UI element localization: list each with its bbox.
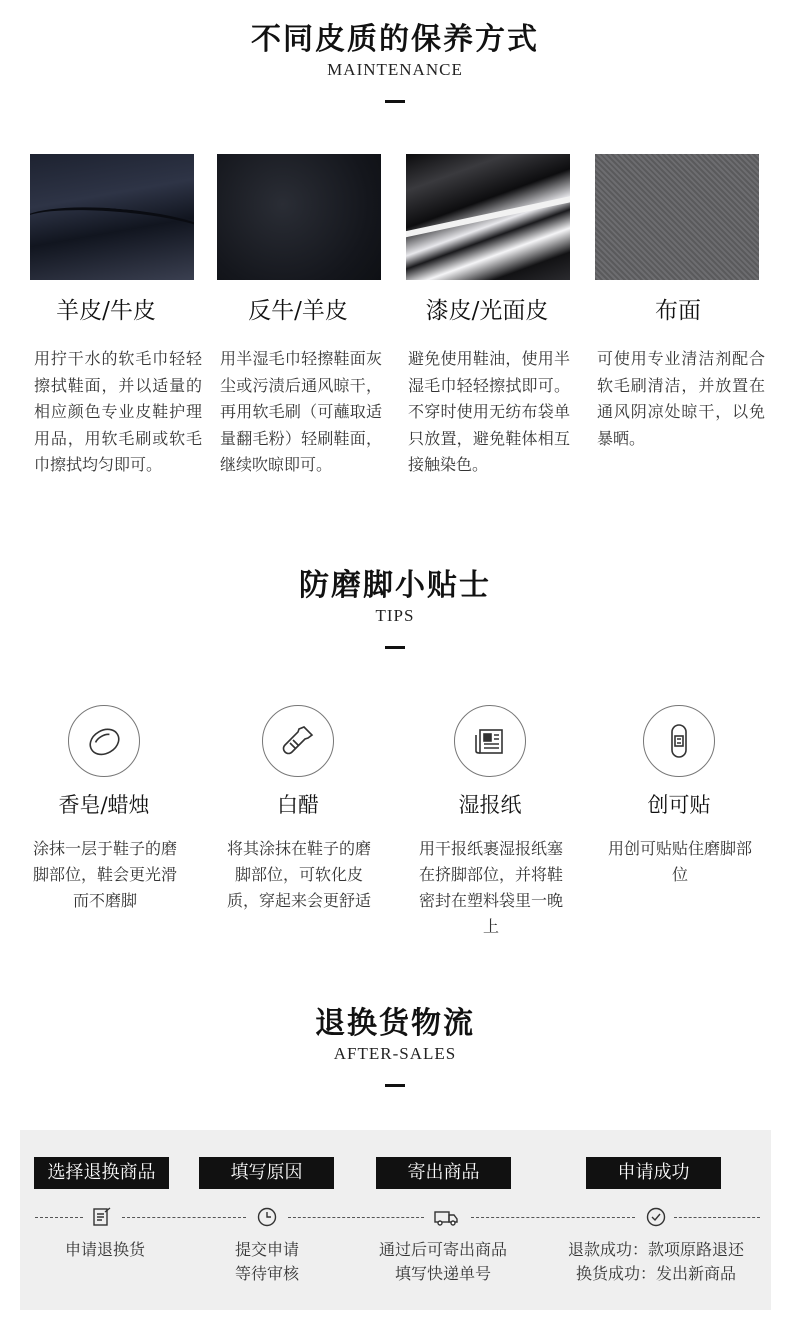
- flow-dash-line: [288, 1217, 424, 1218]
- clock-icon: [256, 1206, 278, 1228]
- tip-title: 香皂/蜡烛: [58, 793, 150, 817]
- step-description-line: 申请退换货: [64, 1240, 145, 1259]
- step-description-line: 换货成功：发出新商品: [575, 1264, 736, 1283]
- step-description-line: 填写快递单号: [394, 1264, 491, 1283]
- tip-title: 白醋: [277, 793, 319, 817]
- material-title: 反牛/羊皮: [248, 298, 348, 324]
- suede-swatch-image: [217, 154, 381, 280]
- tip-text: 用干报纸裹湿报纸塞在挤脚部位，并将鞋密封在塑料袋里一晚上: [418, 839, 563, 936]
- tip-text: 涂抹一层于鞋子的磨脚部位，鞋会更光滑而不磨脚: [32, 839, 177, 910]
- material-care-text: 可使用专业清洁剂配合软毛刷清洁，并放置在通风阴凉处晾干，以免暴晒。: [597, 349, 765, 448]
- step-label: 寄出商品: [376, 1157, 511, 1189]
- after-sales-subtitle: AFTER-SALES: [333, 1044, 457, 1063]
- tips-header: [0, 568, 790, 649]
- material-title: 漆皮/光面皮: [425, 298, 549, 324]
- material-care-text: 避免使用鞋油，使用半湿毛巾轻轻擦拭即可。不穿时使用无纺布袋单只放置，避免鞋体相互接触染色。: [408, 349, 570, 474]
- leather-swatch-image: [30, 154, 194, 280]
- bottle-icon: [262, 705, 334, 777]
- title-divider: [385, 646, 405, 649]
- tip-text: 用创可贴贴住磨脚部位: [607, 839, 752, 884]
- tip-text: 将其涂抹在鞋子的磨脚部位，可软化皮质，穿起来会更舒适: [226, 839, 371, 910]
- maintenance-header: [0, 22, 790, 103]
- tip-title: 湿报纸: [458, 793, 522, 817]
- step-label: 申请成功: [586, 1157, 721, 1189]
- bandage-icon: [643, 705, 715, 777]
- title-divider: [385, 100, 405, 103]
- flow-dash-line: [471, 1217, 635, 1218]
- step-description: [338, 1238, 548, 1286]
- soap-icon: [68, 705, 140, 777]
- material-care-text: 用半湿毛巾轻擦鞋面灰尘或污渍后通风晾干，再用软毛刷（可蘸取适量翻毛粉）轻刷鞋面，继续吹晾即可。: [220, 349, 382, 474]
- maintenance-title: 不同皮质的保养方式: [251, 22, 539, 57]
- step-description: [548, 1238, 764, 1286]
- patent-swatch-image: [406, 154, 570, 280]
- form-icon: [91, 1206, 113, 1228]
- after-sales-title: 退换货物流: [315, 1006, 475, 1041]
- step-label: 选择退换商品: [34, 1157, 169, 1189]
- tips-title: 防磨脚小贴士: [299, 568, 491, 603]
- flow-dash-line: [122, 1217, 246, 1218]
- material-title: 布面: [655, 298, 701, 324]
- truck-icon: [433, 1206, 459, 1228]
- newspaper-icon: [454, 705, 526, 777]
- material-care-text: 用拧干水的软毛巾轻轻擦拭鞋面，并以适量的相应颜色专业皮鞋护理用品，用软毛刷或软毛巾擦拭均匀即可。: [34, 349, 202, 474]
- flow-dash-line: [35, 1217, 83, 1218]
- title-divider: [385, 1084, 405, 1087]
- tips-subtitle: TIPS: [375, 606, 415, 625]
- material-title: 羊皮/牛皮: [56, 298, 156, 324]
- check-circle-icon: [645, 1206, 667, 1228]
- step-label: 填写原因: [199, 1157, 334, 1189]
- step-description-line: 等待审核: [234, 1264, 299, 1283]
- flow-dash-line: [674, 1217, 760, 1218]
- tip-title: 创可贴: [647, 793, 711, 817]
- step-description-line: 退款成功：款项原路退还: [567, 1240, 744, 1259]
- step-description-line: 提交申请: [234, 1240, 299, 1259]
- step-description-line: 通过后可寄出商品: [378, 1240, 507, 1259]
- fabric-swatch-image: [595, 154, 759, 280]
- maintenance-subtitle: MAINTENANCE: [327, 60, 463, 79]
- after-sales-header: [0, 1006, 790, 1087]
